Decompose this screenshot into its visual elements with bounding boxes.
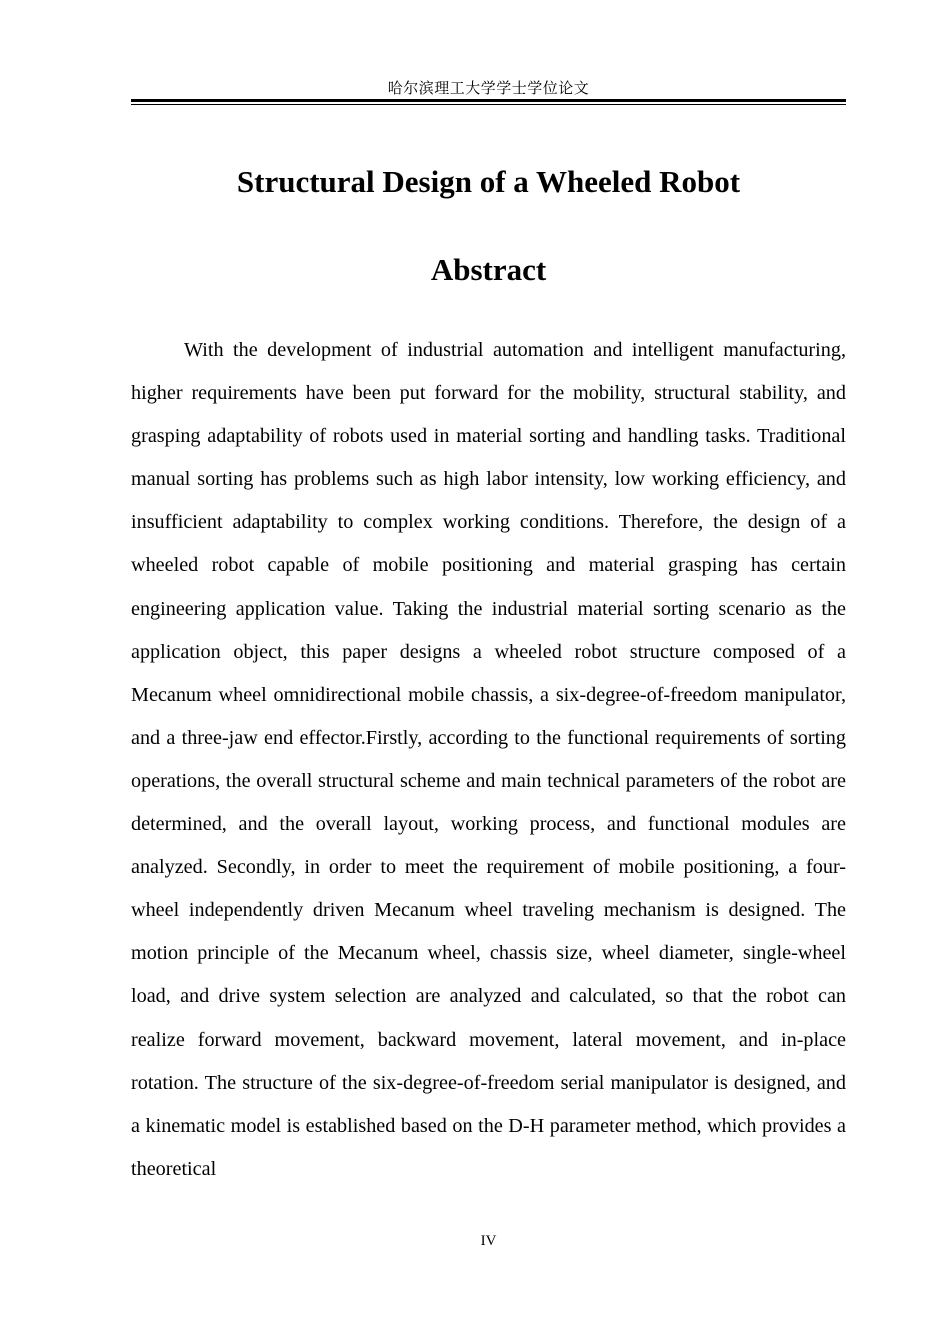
header-rule-thin <box>131 104 846 105</box>
header-rule-thick <box>131 99 846 102</box>
paper-title: Structural Design of a Wheeled Robot <box>236 164 741 199</box>
abstract-heading: Abstract <box>430 252 547 287</box>
abstract-paragraph: With the development of industrial automation and intelligent manufacturing, higher requirements have been put forward for the mobility, structural stability, and grasping adaptability of robots used in material sorting and handling tasks. Traditional manual sorting has problems such as high labor intensity, low working efficiency, and insufficient adaptability to complex working conditions. Therefore, the design of a wheeled robot capable of mobile positioning and material grasping has certain engineering application value. Taking the industrial material sorting scenario as the application object, this paper designs a wheeled robot structure composed of a Mecanum wheel omnidirectional mobile chassis, a six-degree-of-freedom manipulator, and a three-jaw end effector.Firstly, according to the functional requirements of sorting operations, the overall structural scheme and main technical parameters of the robot are determined, and the overall layout, working process, and functional modules are analyzed. Secondly, in order to meet the requirement of mobile positioning, a four-wheel independently driven Mecanum wheel traveling mechanism is designed. The motion principle of the Mecanum wheel, chassis size, wheel diameter, single-wheel load, and drive system selection are analyzed and calculated, so that the robot can realize forward movement, backward movement, lateral movement, and in-place rotation. The structure of the six-degree-of-freedom serial manipulator is designed, and a kinematic model is established based on the D-H parameter method, which provides a theoretical <box>131 339 846 1180</box>
running-header: 哈尔滨理工大学学士学位论文 <box>387 79 590 97</box>
page-number: IV <box>480 1233 497 1249</box>
